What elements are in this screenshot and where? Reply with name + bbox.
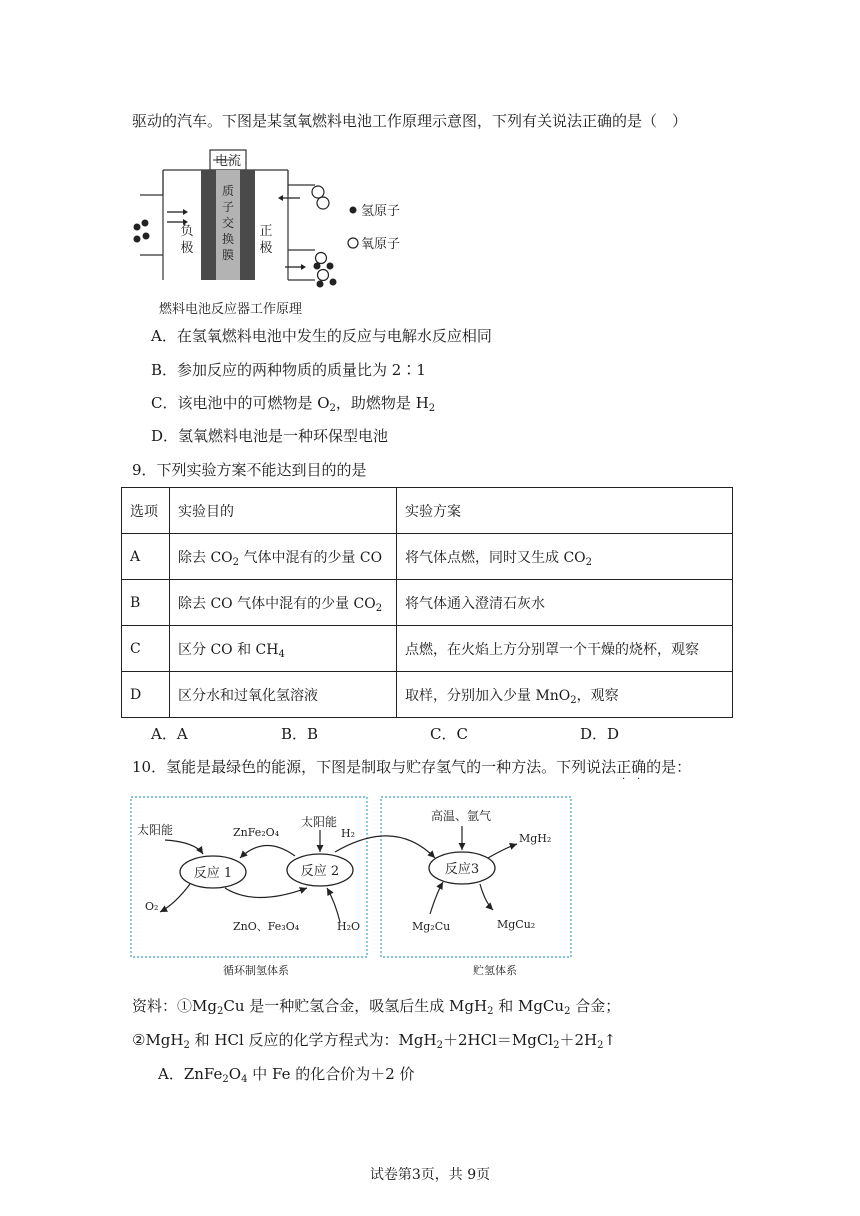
q8-option-c: C．该电池中的可燃物是 $O_2$，助燃物是 $H_2$: [151, 394, 436, 414]
znfe2o4-label: ZnFe₂O₄: [233, 826, 280, 839]
svg-text:质: 质: [221, 184, 235, 198]
svg-text:换: 换: [221, 232, 235, 246]
header-plan: 实验方案: [397, 488, 733, 534]
svg-text:负: 负: [180, 224, 194, 239]
svg-text:正: 正: [259, 224, 273, 239]
zno-fe3o4-label: ZnO、Fe₃O₄: [233, 920, 300, 933]
row-plan: 将气体通入澄清石灰水: [397, 580, 733, 626]
row-goal: 除去 $CO_2$ 气体中混有的少量 CO: [170, 534, 397, 580]
fuel-cell-diagram: [125, 140, 415, 320]
mgcu2-label: MgCu₂: [497, 918, 536, 931]
solar1-label: 太阳能: [137, 823, 174, 837]
h2-label: H₂: [341, 827, 356, 840]
row-goal: 区分水和过氧化氢溶液: [170, 672, 397, 718]
table-row: [122, 534, 733, 580]
storage-caption: 贮氢体系: [473, 964, 517, 977]
table-row: [122, 672, 733, 718]
reaction3-label: 反应3: [444, 862, 480, 877]
cycle-caption: 循环制氢体系: [223, 964, 289, 977]
legend-oxygen: 氧原子: [361, 237, 401, 252]
mg2cu-label: Mg₂Cu: [412, 920, 451, 933]
emphasis-dot: ·: [637, 774, 641, 785]
row-plan: 将气体点燃，同时又生成 $CO_2$: [397, 534, 733, 580]
mgh2-label: MgH₂: [519, 832, 552, 845]
q8-option-b: B．参加反应的两种物质的质量比为 2∶1: [151, 361, 426, 379]
fig1-caption: 燃料电池反应器工作原理: [159, 302, 303, 317]
reaction2-label: 反应 2: [300, 864, 340, 879]
svg-text:膜: 膜: [221, 248, 235, 262]
svg-text:子: 子: [221, 200, 235, 214]
q8-option-a: A．在氢氧燃料电池中发生的反应与电解水反应相同: [151, 327, 492, 345]
row-goal: 除去 CO 气体中混有的少量 $CO_2$: [170, 580, 397, 626]
hightemp-label: 高温、氩气: [431, 809, 492, 823]
q10-option-a: A．$ZnFe_2O_4$ 中 Fe 的化合价为＋2 价: [158, 1065, 415, 1085]
row-option: B: [122, 580, 170, 626]
svg-text:极: 极: [259, 241, 273, 256]
svg-text:交: 交: [221, 216, 235, 230]
header-option: 选项: [122, 488, 170, 534]
q9-answer-a: A．A: [151, 725, 188, 743]
h2o-label: H₂O: [337, 920, 361, 933]
reaction1-label: 反应 1: [193, 866, 233, 881]
emphasis-dot: ·: [622, 774, 626, 785]
row-option: C: [122, 626, 170, 672]
q10-title: 10．氢能是最绿色的能源，下图是制取与贮存氢气的一种方法。下列说法正确的是：: [132, 758, 692, 776]
legend-hydrogen: 氢原子: [361, 204, 401, 219]
row-plan: 取样，分别加入少量 MnO$_2$，观察: [397, 672, 733, 718]
hydrogen-cycle-diagram: [125, 792, 580, 982]
table-row: [122, 626, 733, 672]
row-option: D: [122, 672, 170, 718]
page-footer: 试卷第3页，共 9页: [369, 1167, 491, 1183]
q9-title: 9．下列实验方案不能达到目的的是: [132, 461, 367, 479]
row-plan: 点燃，在火焰上方分别罩一个干燥的烧杯，观察: [397, 626, 733, 672]
q8-option-d: D．氢氧燃料电池是一种环保型电池: [151, 427, 389, 445]
row-goal: 区分 CO 和 $CH_4$: [170, 626, 397, 672]
header-goal: 实验目的: [170, 488, 397, 534]
current-label: 电流: [214, 154, 242, 169]
table-row: [122, 580, 733, 626]
q9-answer-d: D．D: [580, 725, 620, 743]
solar2-label: 太阳能: [301, 815, 338, 829]
q10-info-1: 资料：$①Mg_2Cu$ 是一种贮氢合金，吸氢后生成 MgH$_2$ 和 MgCu$_2$ 合金；: [132, 997, 621, 1017]
q9-answer-c: C．C: [430, 725, 468, 743]
table-header-row: [122, 488, 733, 534]
q9-table: [121, 487, 733, 718]
o2-label: O₂: [145, 900, 159, 913]
intro-text: 驱动的汽车。下图是某氢氧燃料电池工作原理示意图，下列有关说法正确的是（ ）: [132, 112, 688, 130]
q10-info-2: ②MgH$_2$ 和 HCl 反应的化学方程式为：$MgH_2+2HCl=MgCl_2+2H_2↑$: [132, 1031, 617, 1051]
svg-text:极: 极: [180, 241, 194, 256]
row-option: A: [122, 534, 170, 580]
q9-answer-b: B．B: [281, 725, 319, 743]
